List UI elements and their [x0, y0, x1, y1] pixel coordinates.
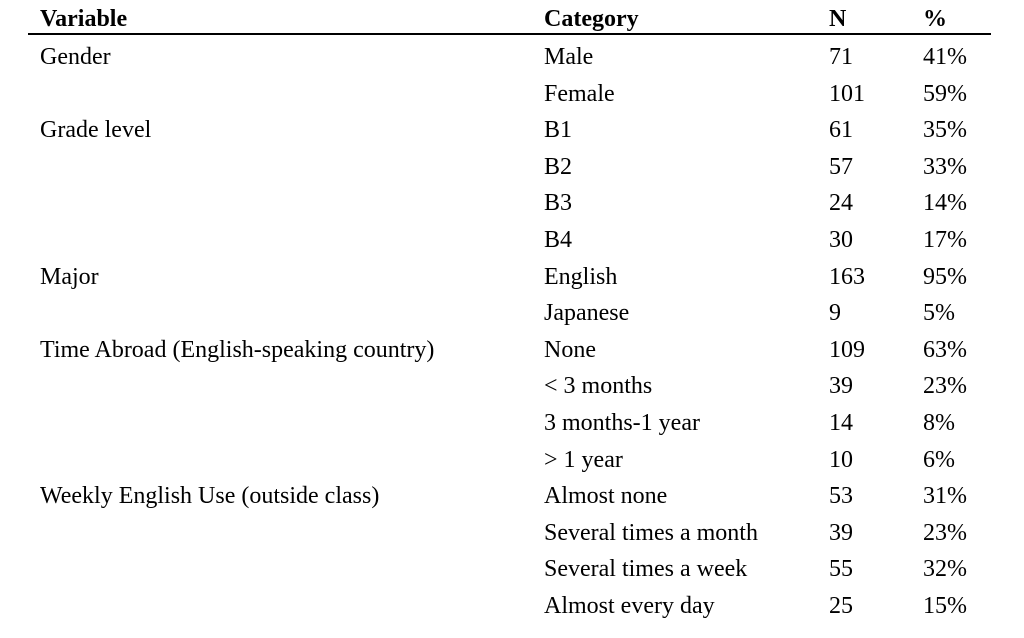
- table-row: [0, 188, 1024, 224]
- cell-category: Female: [544, 80, 615, 107]
- cell-n: 53: [829, 483, 853, 510]
- table-row: [0, 554, 1024, 590]
- table-row: [0, 335, 1024, 371]
- cell-variable: Major: [40, 263, 99, 290]
- table-row: [0, 42, 1024, 78]
- cell-category: Japanese: [544, 300, 630, 327]
- cell-category: 3 months-1 year: [544, 410, 700, 436]
- table-row: [0, 371, 1024, 407]
- cell-percent: 23%: [923, 519, 967, 546]
- cell-percent: 6%: [923, 446, 955, 473]
- cell-n: 25: [829, 593, 853, 619]
- table-row: [0, 115, 1024, 151]
- table-row: [0, 408, 1024, 444]
- header-rule: [28, 33, 991, 35]
- cell-percent: 41%: [923, 44, 967, 70]
- cell-n: 14: [829, 410, 853, 436]
- table-row: [0, 481, 1024, 517]
- cell-category: < 3 months: [544, 373, 653, 400]
- cell-variable: Weekly English Use (outside class): [40, 483, 380, 510]
- header-n: N: [829, 6, 847, 32]
- cell-category: Almost every day: [544, 593, 715, 619]
- cell-n: 109: [829, 336, 865, 363]
- cell-category: > 1 year: [544, 446, 623, 473]
- cell-n: 163: [829, 263, 865, 290]
- cell-n: 9: [829, 300, 841, 327]
- cell-percent: 95%: [923, 263, 967, 290]
- cell-percent: 15%: [923, 593, 967, 619]
- cell-category: Male: [544, 44, 594, 70]
- cell-percent: 59%: [923, 80, 967, 107]
- cell-n: 39: [829, 519, 853, 546]
- cell-percent: 17%: [923, 227, 967, 253]
- cell-percent: 33%: [923, 153, 967, 180]
- cell-percent: 63%: [923, 336, 967, 363]
- cell-n: 101: [829, 80, 865, 107]
- cell-variable: Gender: [40, 44, 111, 70]
- cell-category: B2: [544, 153, 573, 180]
- table-row: [0, 79, 1024, 115]
- table-row: [0, 518, 1024, 554]
- header-category: Category: [544, 6, 639, 32]
- cell-percent: 32%: [923, 556, 967, 583]
- cell-percent: 23%: [923, 373, 967, 400]
- table-row: [0, 591, 1024, 627]
- table-row: [0, 225, 1024, 261]
- cell-category: B1: [544, 117, 573, 144]
- cell-n: 61: [829, 117, 853, 144]
- cell-n: 24: [829, 190, 853, 217]
- table-row: [0, 298, 1024, 334]
- cell-category: English: [544, 263, 618, 290]
- cell-n: 55: [829, 556, 853, 583]
- cell-n: 10: [829, 446, 853, 473]
- cell-percent: 8%: [923, 410, 955, 436]
- cell-variable: Grade level: [40, 117, 152, 144]
- table-row: [0, 152, 1024, 188]
- cell-category: Almost none: [544, 483, 668, 510]
- cell-category: Several times a month: [544, 519, 758, 546]
- cell-n: 30: [829, 227, 853, 253]
- cell-n: 57: [829, 153, 853, 180]
- cell-percent: 5%: [923, 300, 955, 327]
- cell-category: B4: [544, 227, 573, 253]
- cell-category: Several times a week: [544, 556, 748, 583]
- cell-percent: 14%: [923, 190, 967, 217]
- cell-category: None: [544, 336, 596, 363]
- cell-variable: Time Abroad (English-speaking country): [40, 336, 435, 363]
- cell-percent: 31%: [923, 483, 967, 510]
- cell-n: 71: [829, 44, 853, 70]
- cell-percent: 35%: [923, 117, 967, 144]
- header-percent: %: [923, 6, 947, 32]
- table-row: [0, 445, 1024, 481]
- cell-category: B3: [544, 190, 573, 217]
- cell-n: 39: [829, 373, 853, 400]
- table-row: [0, 262, 1024, 298]
- header-variable: Variable: [40, 6, 128, 32]
- table-header-row: [0, 4, 1024, 34]
